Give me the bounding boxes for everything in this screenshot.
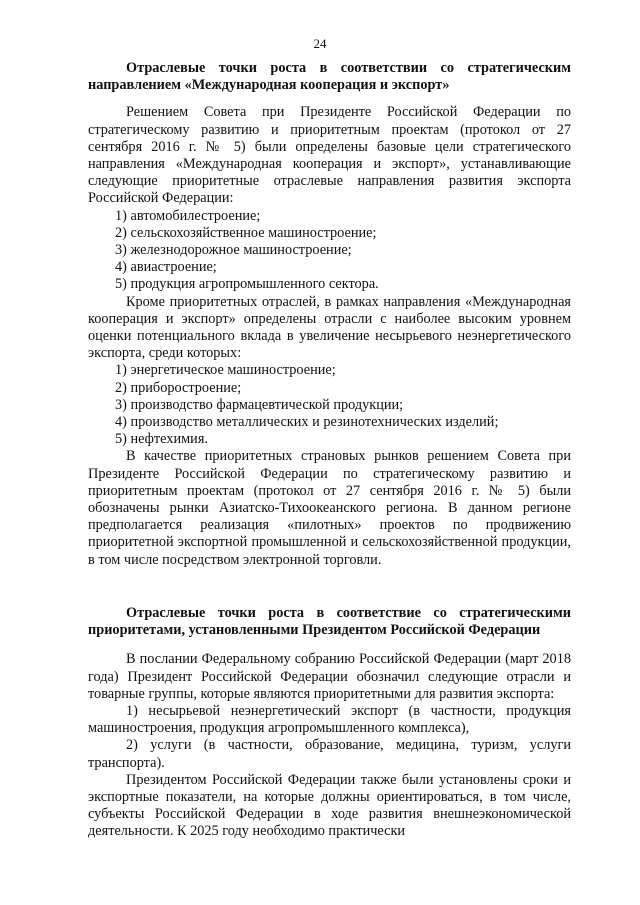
- priority-industries-list: [88, 208, 571, 294]
- list-item: 1) автомобилестроение;: [115, 207, 261, 224]
- section-1-heading: Отраслевые точки роста в соответствии со стратегическим направлением «Международная кооперация и экспорт»: [88, 60, 571, 94]
- list-item: 2) сельскохозяйственное машиностроение;: [115, 224, 377, 241]
- list-item: 2) услуги (в частности, образование, медицина, туризм, услуги транспорта).: [88, 737, 571, 771]
- list-item: 3) производство фармацевтической продукции;: [115, 396, 404, 413]
- additional-industries-list: [88, 362, 571, 448]
- section-1-paragraph-3: В качестве приоритетных страновых рынков решением Совета при Президенте Российской Федерации по стратегическому развитию и приоритетным проектам (протокол от 27 сентября 2016 г. № 5) были обозначены рынки Азиатско-Тихоокеанского региона. В данном регионе предполагается реализация «пилотных» проектов по продвижению приоритетной экспортной промышленной и сельскохозяйственной продукции, в том числе посредством электронной торговли.: [88, 448, 571, 568]
- list-item: 4) авиастроение;: [115, 259, 217, 276]
- list-item: 3) железнодорожное машиностроение;: [115, 242, 352, 259]
- section-1-paragraph-2: Кроме приоритетных отраслей, в рамках направления «Международная кооперация и экспорт» определены отрасли с наиболее высоким уровнем оценки потенциального вклада в увеличение несырьевого неэнергетического экспорта, среди которых:: [88, 293, 571, 362]
- list-item: 2) приборостроение;: [115, 379, 242, 396]
- page-number: 24: [313, 36, 327, 51]
- section-2-paragraph: Президентом Российской Федерации также были установлены сроки и экспортные показатели, на которые должны ориентироваться, в том числе, субъекты Российской Федерации в ходе развития внешнеэкономической деятельности. К 2025 году необходимо практически: [88, 771, 571, 840]
- list-item: 1) несырьевой неэнергетический экспорт (в частности, продукция машиностроения, продукция агропромышленного комплекса),: [88, 702, 571, 737]
- page-content: [88, 60, 571, 841]
- section-international-cooperation: [88, 60, 571, 569]
- list-item: 5) нефтехимия.: [115, 431, 208, 448]
- section-2-intro: В послании Федеральному собранию Российской Федерации (март 2018 года) Президент Российской Федерации обозначил следующие отрасли и товарные группы, которые являются приоритетными для развития экспорта:: [88, 651, 571, 702]
- section-1-intro: Решением Совета при Президенте Российской Федерации по стратегическому развитию и приоритетным проектам (протокол от 27 сентября 2016 г. № 5) были определены базовые цели стратегического направления «Международная кооперация и экспорт», устанавливающие следующие приоритетные отраслевые направления развития экспорта Российской Федерации:: [88, 104, 571, 207]
- list-item: 1) энергетическое машиностроение;: [115, 362, 336, 379]
- list-item: 4) производство металлических и резинотехнических изделий;: [115, 414, 499, 431]
- section-presidential-priorities: [88, 605, 571, 841]
- list-item: 5) продукция агропромышленного сектора.: [115, 276, 379, 293]
- section-2-heading: Отраслевые точки роста в соответствие со стратегическими приоритетами, установленными Президентом Российской Федерации: [88, 604, 571, 639]
